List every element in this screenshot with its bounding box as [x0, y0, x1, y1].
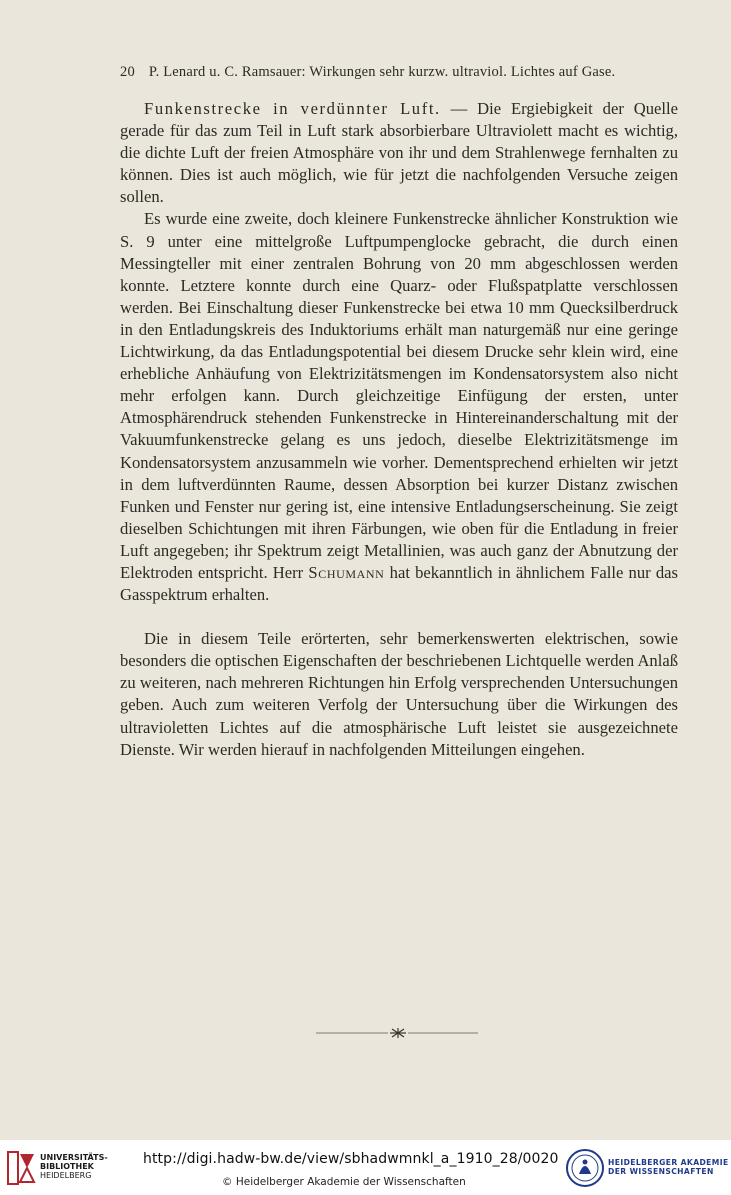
- paragraph-3: [120, 628, 678, 761]
- paragraph-1-text: — Die Ergiebigkeit der Quelle gerade für das zum Teil in Luft stark absorbierbare Ultraviolett macht es wichtig, die dichte Luft der freien Atmosphäre von ihr und dem Strahlenwege fernhalten zu können. Dies ist auch möglich, wie für jetzt die nachfolgenden Versuche zeigen sollen.: [120, 99, 678, 207]
- page-number: 20: [120, 64, 135, 80]
- end-ornament: [316, 1027, 478, 1039]
- academy-line-1: HEIDELBERGER AKADEMIE: [608, 1158, 729, 1167]
- academy-name: [608, 1158, 729, 1176]
- paragraph-2: [120, 208, 678, 606]
- permalink-url[interactable]: http://digi.hadw-bw.de/view/sbhadwmnkl_a_1910_28/0020: [143, 1151, 559, 1167]
- paragraph-3-text: Die in diesem Teile erörterten, sehr bemerkenswerten elektrischen, sowie besonders die optischen Eigenschaften der beschriebenen Lichtquelle werden Anlaß zu weiteren, nach mehreren Richtungen hin Erfolg versprechenden Untersuchungen geben. Auch zum weiteren Verfolg der Untersuchung über die Wirkungen des ultravioletten Lichtes auf die atmosphärische Luft leistet sie ausgezeichnete Dienste. Wir werden hierauf in nachfolgenden Mitteilungen eingehen.: [120, 629, 678, 759]
- running-title: P. Lenard u. C. Ramsauer: Wirkungen sehr kurzw. ultraviol. Lichtes auf Gase.: [148, 64, 616, 80]
- library-line-1: UNIVERSITÄTS-: [40, 1153, 108, 1162]
- body-text: [120, 98, 678, 761]
- library-line-3: HEIDELBERG: [40, 1171, 92, 1180]
- author-name: Schumann: [308, 562, 385, 582]
- paragraph-2-text-b: hat bekanntlich in ähnlichem Falle nur das Gasspektrum erhalten.: [120, 562, 678, 605]
- paragraph-1: [120, 98, 678, 208]
- section-lead: Funkenstrecke in verdünnter Luft.: [144, 99, 441, 118]
- academy-line-2: DER WISSENSCHAFTEN: [608, 1167, 714, 1176]
- university-library-logo-icon: [6, 1150, 36, 1186]
- academy-seal-icon: [565, 1148, 605, 1188]
- library-name: [40, 1153, 108, 1180]
- paragraph-2-text-a: Es wurde eine zweite, doch kleinere Funkenstrecke ähnlicher Konstruktion wie S. 9 unter eine mittelgroße Luftpumpenglocke gebracht, die durch einen Messingteller mit einer zentralen Bohrung von 20 mm abgeschlossen werden konnte. Letztere konnte durch eine Quarz- oder Flußspatplatte verschlossen werden. Bei Einschaltung dieser Funkenstrecke bei etwa 10 mm Quecksilberdruck in den Entladungskreis des Induktoriums erhält man naturgemäß nur eine geringe Lichtwirkung, da das Entladungspotential bei diesem Drucke sehr klein wird, eine erhebliche Anhäufung von Elektrizitätsmengen im Kondensatorsystem also nicht mehr erfolgen kann. Durch gleichzeitige Einfügung der ersten, unter Atmosphärendruck stehenden Funkenstrecke in Hintereinanderschaltung mit der Vakuumfunkenstrecke gelang es uns jedoch, dieselbe Elektrizitätsmenge im Kondensatorsystem anzusammeln wie vorher. Dementsprechend erhielten wir jetzt in dem luftverdünnten Raume, dessen Absorption bei kurzer Distanz zwischen Funken und Fenster nur gering ist, eine intensive Entladungserscheinung. Sie zeigt dieselben Schichtungen mit ihren Färbungen, wie oben für die Entladung in freier Luft angegeben; ihr Spektrum zeigt Metallinien, was auch ganz der Abnutzung der Elektroden entspricht. Herr: [120, 209, 678, 582]
- digitization-footer: [0, 1140, 731, 1195]
- running-header: [120, 64, 680, 81]
- copyright-notice: © Heidelberger Akademie der Wissenschaften: [222, 1176, 466, 1188]
- library-line-2: BIBLIOTHEK: [40, 1162, 94, 1171]
